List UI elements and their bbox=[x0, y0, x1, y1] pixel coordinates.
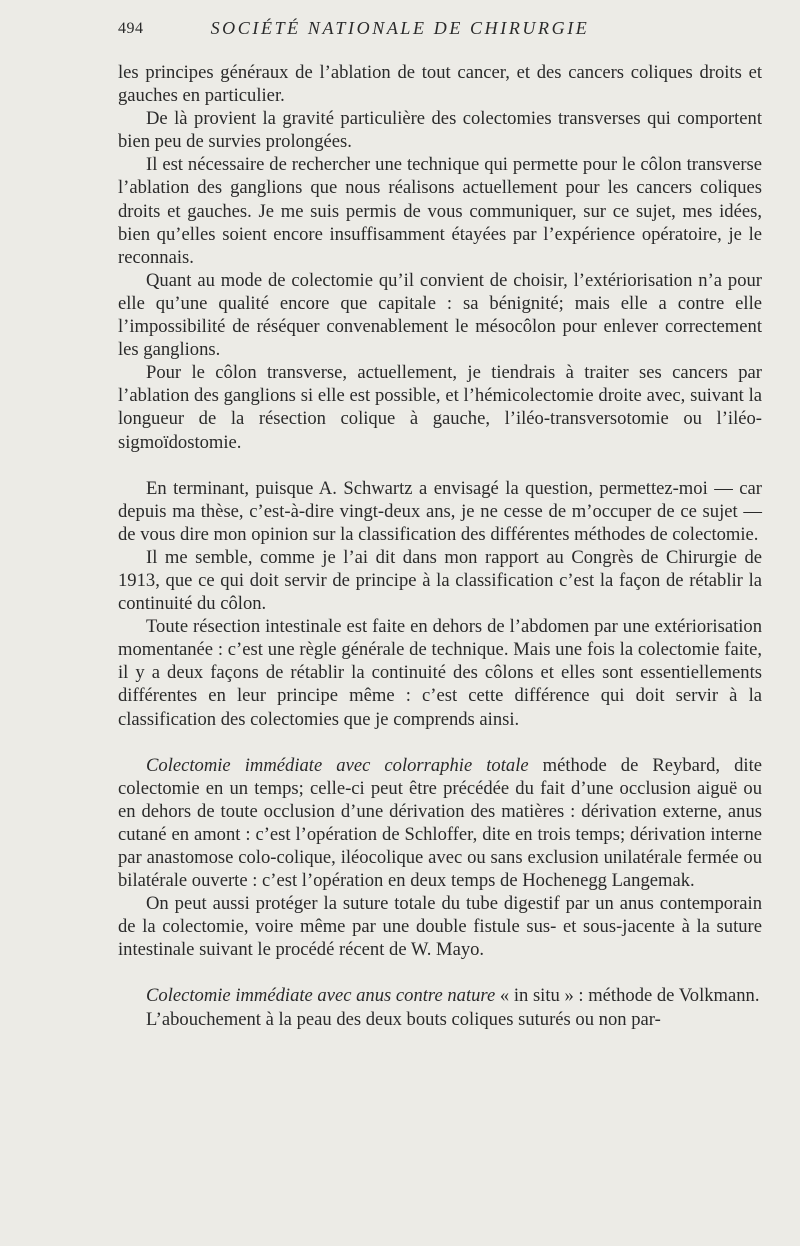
running-title: SOCIÉTÉ NATIONALE DE CHIRURGIE bbox=[210, 18, 590, 38]
paragraph-text: « in situ » : méthode de Volkmann. bbox=[495, 985, 760, 1007]
paragraph bbox=[118, 984, 762, 1007]
page-body bbox=[118, 61, 762, 1031]
paragraph: En terminant, puisque A. Schwartz a envisagé la question, permettez-moi — car depuis ma thèse, c’est-à-dire vingt-deux ans, je ne cesse de m’occuper de ce sujet — de vous dire mon opinion sur la classification des différentes méthodes de colectomie. bbox=[118, 477, 762, 545]
page-number: 494 bbox=[118, 20, 144, 37]
paragraph: Toute résection intestinale est faite en dehors de l’abdomen par une extériorisation momentanée : c’est une règle générale de technique. Mais une fois la colectomie faite, il y a deux façons de rétablir la continuité des côlons et elles sont essentiellements différentes en leur principe même : c’est cette différence qui doit servir à la classification des colectomies que je comprends ainsi. bbox=[118, 616, 762, 730]
paragraph: On peut aussi protéger la suture totale du tube digestif par un anus contemporain de la colectomie, voire même par une double fistule sus- et sous-jacente à la suture intestinale suivant le procédé récent de W. Mayo. bbox=[118, 893, 762, 961]
paragraph-text: méthode de Reybard, dite colectomie en un temps; celle-ci peut être précédée du fait d’une occlusion aiguë ou en dehors de toute occlusion d’une dérivation des matières : dérivation externe, anus cutané en amont : c’est l’opération de Schloffer, dite en trois temps; dérivation interne par anastomose colo-colique, iléocolique avec ou sans exclusion unilatérale fermée ou bilatérale ouverte : c’est l’opération en deux temps de Hochenegg Langemak. bbox=[118, 754, 762, 892]
method-title: Colectomie immédiate avec colorraphie totale bbox=[146, 754, 529, 776]
paragraph: Pour le côlon transverse, actuellement, je tiendrais à traiter ses cancers par l’ablation des ganglions si elle est possible, et l’hémicolectomie droite avec, suivant la longueur de la résection colique à gauche, l’iléo-transversotomie ou l’iléo-sigmoïdostomie. bbox=[118, 362, 762, 453]
paragraph: les principes généraux de l’ablation de tout cancer, et des cancers coliques droits et gauches en particulier. bbox=[118, 62, 762, 107]
paragraph: L’abouchement à la peau des deux bouts coliques suturés ou non par- bbox=[146, 1008, 661, 1030]
paragraph: Il est nécessaire de rechercher une technique qui permette pour le côlon transverse l’ablation des ganglions que nous réalisons actuellement pour les cancers coliques droits et gauches. Je me suis permis de vous communiquer, sur ce sujet, mes idées, bien qu’elles soient encore insuffisamment étayées par l’expérience opératoire, je le reconnais. bbox=[118, 154, 762, 268]
method-title: Colectomie immédiate avec anus contre nature bbox=[146, 985, 496, 1007]
paragraph: De là provient la gravité particulière des colectomies transverses qui comportent bien peu de survies prolongées. bbox=[118, 108, 762, 153]
paragraph: Il me semble, comme je l’ai dit dans mon rapport au Congrès de Chirurgie de 1913, que ce qui doit servir de principe à la classification c’est la façon de rétablir la continuité du côlon. bbox=[118, 546, 762, 615]
paragraph: Quant au mode de colectomie qu’il convient de choisir, l’extériorisation n’a pour elle qu’une qualité encore que capitale : sa bénignité; mais elle a contre elle l’impossibilité de réséquer convenablement le mésocôlon pour enlever correctement les ganglions. bbox=[118, 269, 762, 361]
paragraph bbox=[118, 754, 762, 893]
